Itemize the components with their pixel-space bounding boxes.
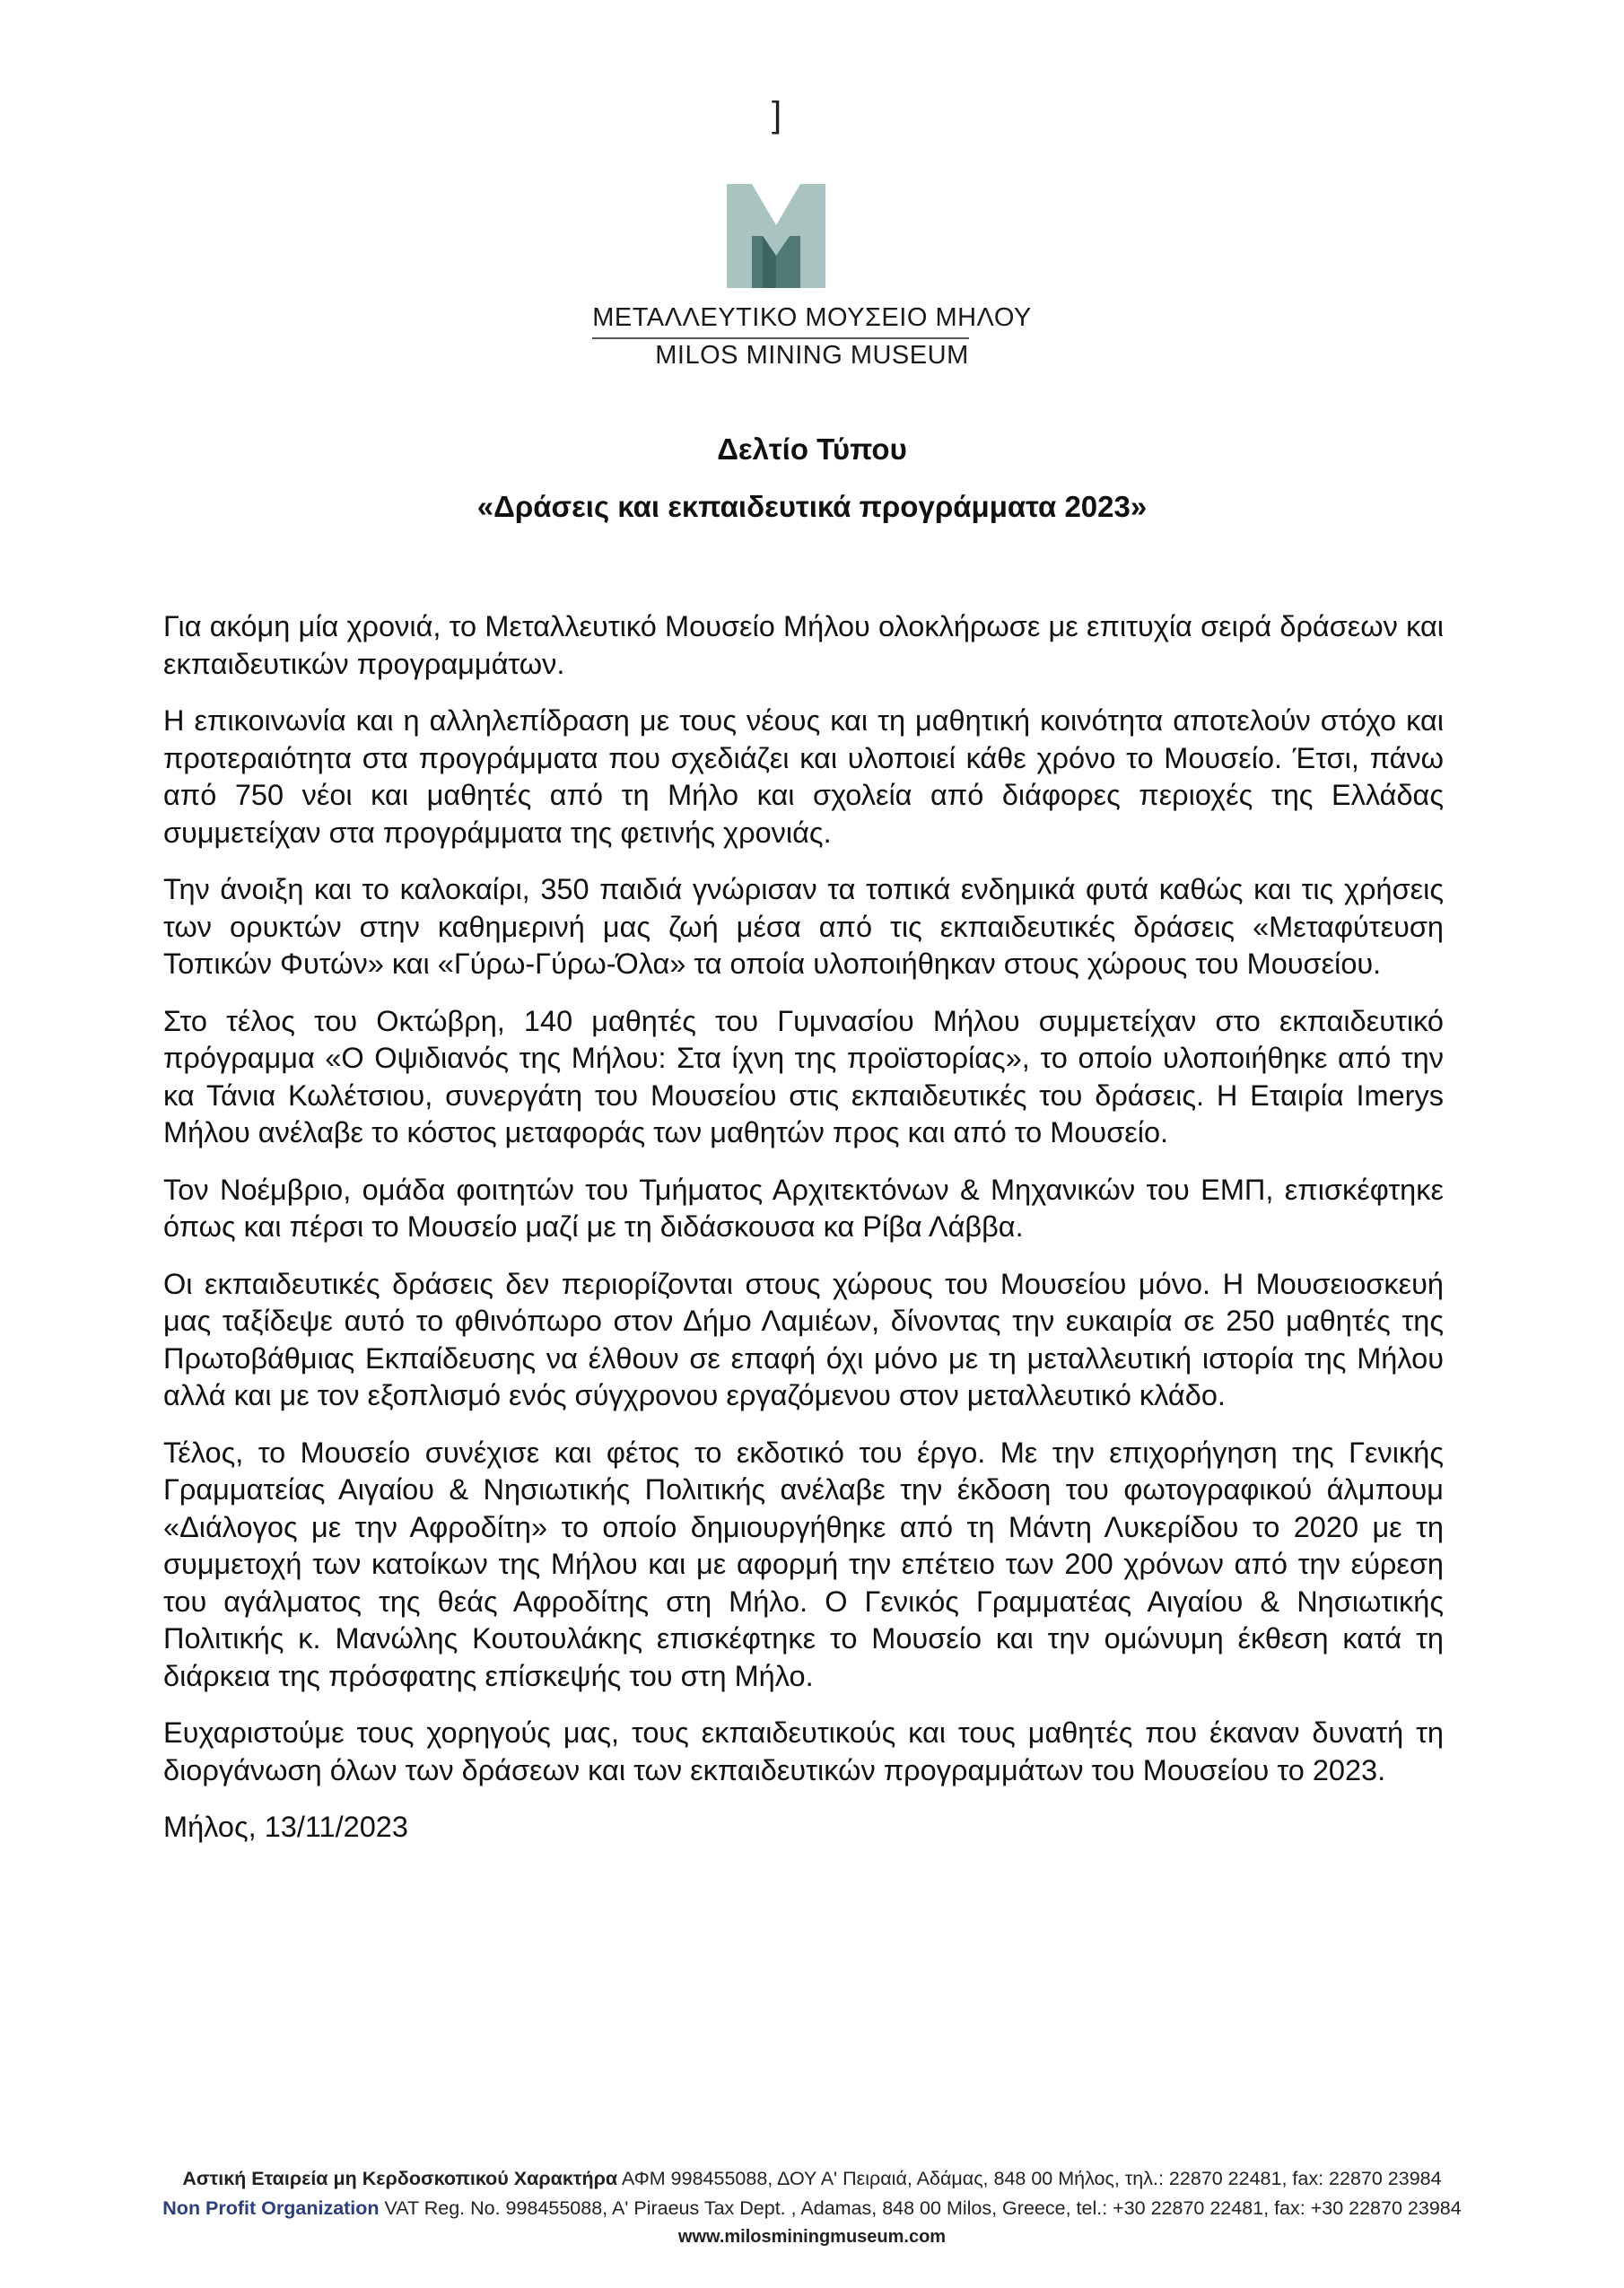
logo-name-greek: ΜΕΤΑΛΛΕΥΤΙΚΟ ΜΟΥΣΕΙΟ ΜΗΛΟΥ: [592, 303, 1032, 332]
footer-line-greek: [0, 2168, 1624, 2190]
footer-org-type-english: Non Profit Organization: [162, 2197, 380, 2219]
paragraph: Την άνοιξη και το καλοκαίρι, 350 παιδιά γνώρισαν τα τοπικά ενδημικά φυτά καθώς και τις χρήσεις των ορυκτών στην καθημερινή μας ζωή μέσα από τις εκπαιδευτικές δράσεις «Μεταφύτευση Τοπικών Φυτών» και «Γύρω-Γύρω-Όλα» τα οποία υλοποιήθηκαν στους χώρους του Μουσείου.: [163, 873, 1444, 980]
logo-divider: [592, 337, 969, 339]
document-title: Δελτίο Τύπου: [717, 432, 907, 466]
footer-details-english: VAT Reg. No. 998455088, A' Piraeus Tax Dept. , Adamas, 848 00 Milos, Greece, tel.: +30 22870 22481, fax: +30 22870 23984: [379, 2197, 1462, 2219]
document-subtitle: «Δράσεις και εκπαιδευτικά προγράμματα 2023»: [476, 490, 1148, 523]
paragraph: Για ακόμη μία χρονιά, το Μεταλλευτικό Μουσείο Μήλου ολοκλήρωσε με επιτυχία σειρά δράσεων και εκπαιδευτικών προγραμμάτων.: [163, 610, 1444, 680]
footer-details-greek: ΑΦΜ 998455088, ΔΟΥ Α' Πειραιά, Αδάμας, 848 00 Μήλος, τηλ.: 22870 22481, fax: 22870 23984: [617, 2168, 1442, 2189]
document-body: [163, 608, 1444, 1866]
footer-website-link[interactable]: www.milosminingmuseum.com: [677, 2227, 947, 2247]
museum-logo-icon: [727, 184, 825, 288]
paragraph: Τον Νοέμβριο, ομάδα φοιτητών του Τμήματος Αρχιτεκτόνων & Μηχανικών του ΕΜΠ, επισκέφτηκε όπως και πέρσι το Μουσείο μαζί με τη διδάσκουσα κα Ρίβα Λάββα.: [163, 1173, 1444, 1243]
paragraph: Στο τέλος του Οκτώβρη, 140 μαθητές του Γυμνασίου Μήλου συμμετείχαν στο εκπαιδευτικό πρόγραμμα «Ο Οψιδιανός της Μήλου: Στα ίχνη της προϊστορίας», το οποίο υλοποιήθηκε από την κα Τάνια Κωλέτσιου, συνεργάτη του Μουσείου στις εκπαιδευτικές του δράσεις. Η Εταιρία Imerys Μήλου ανέλαβε το κόστος μεταφοράς των μαθητών προς και από το Μουσείο.: [163, 1004, 1444, 1148]
stray-bracket: ]: [772, 95, 782, 135]
paragraph: Ευχαριστούμε τους χορηγούς μας, τους εκπαιδευτικούς και τους μαθητές που έκαναν δυνατή τη διοργάνωση όλων των δράσεων και των εκπαιδευτικών προγραμμάτων του Μουσείου το 2023.: [163, 1716, 1444, 1786]
footer-org-type-greek: Αστική Εταιρεία μη Κερδοσκοπικού Χαρακτήρα: [182, 2168, 618, 2189]
paragraph: Η επικοινωνία και η αλληλεπίδραση με τους νέους και τη μαθητική κοινότητα αποτελούν στόχο και προτεραιότητα στα προγράμματα που σχεδιάζει και υλοποιεί κάθε χρόνο το Μουσείο. Έτσι, πάνω από 750 νέοι και μαθητές από τη Μήλο και σχολεία από διάφορες περιοχές της Ελλάδας συμμετείχαν στα προγράμματα της φετινής χρονιάς.: [163, 704, 1444, 849]
footer-line-english: [0, 2197, 1624, 2220]
place-date: Μήλος, 13/11/2023: [163, 1811, 408, 1843]
logo-name-english: MILOS MINING MUSEUM: [655, 341, 969, 370]
paragraph: Τέλος, το Μουσείο συνέχισε και φέτος το εκδοτικό του έργο. Με την επιχορήγηση της Γενικής Γραμματείας Αιγαίου & Νησιωτικής Πολιτικής ανέλαβε την έκδοση του φωτογραφικού άλμπουμ «Διάλογος με την Αφροδίτη» το οποίο δημιουργήθηκε από τη Μάντη Λυκερίδου το 2020 με τη συμμετοχή των κατοίκων της Μήλου και με αφορμή την επέτειο των 200 χρόνων από την εύρεση του αγάλματος της θεάς Αφροδίτης στη Μήλο. Ο Γενικός Γραμματέας Αιγαίου & Νησιωτικής Πολιτικής κ. Μανώλης Κουτουλάκης επισκέφτηκε το Μουσείο και την ομώνυμη έκθεση κατά τη διάρκεια της πρόσφατης επίσκεψής του στη Μήλο.: [163, 1436, 1444, 1692]
paragraph: Οι εκπαιδευτικές δράσεις δεν περιορίζονται στους χώρους του Μουσείου μόνο. Η Μουσειοσκευή μας ταξίδεψε αυτό το φθινόπωρο στον Δήμο Λαμιέων, δίνοντας την ευκαιρία σε 250 μαθητές της Πρωτοβάθμιας Εκπαίδευσης να έλθουν σε επαφή όχι μόνο με τη μεταλλευτική ιστορία της Μήλου αλλά και με τον εξοπλισμό ενός σύγχρονου εργαζόμενου στον μεταλλευτικό κλάδο.: [163, 1267, 1444, 1411]
